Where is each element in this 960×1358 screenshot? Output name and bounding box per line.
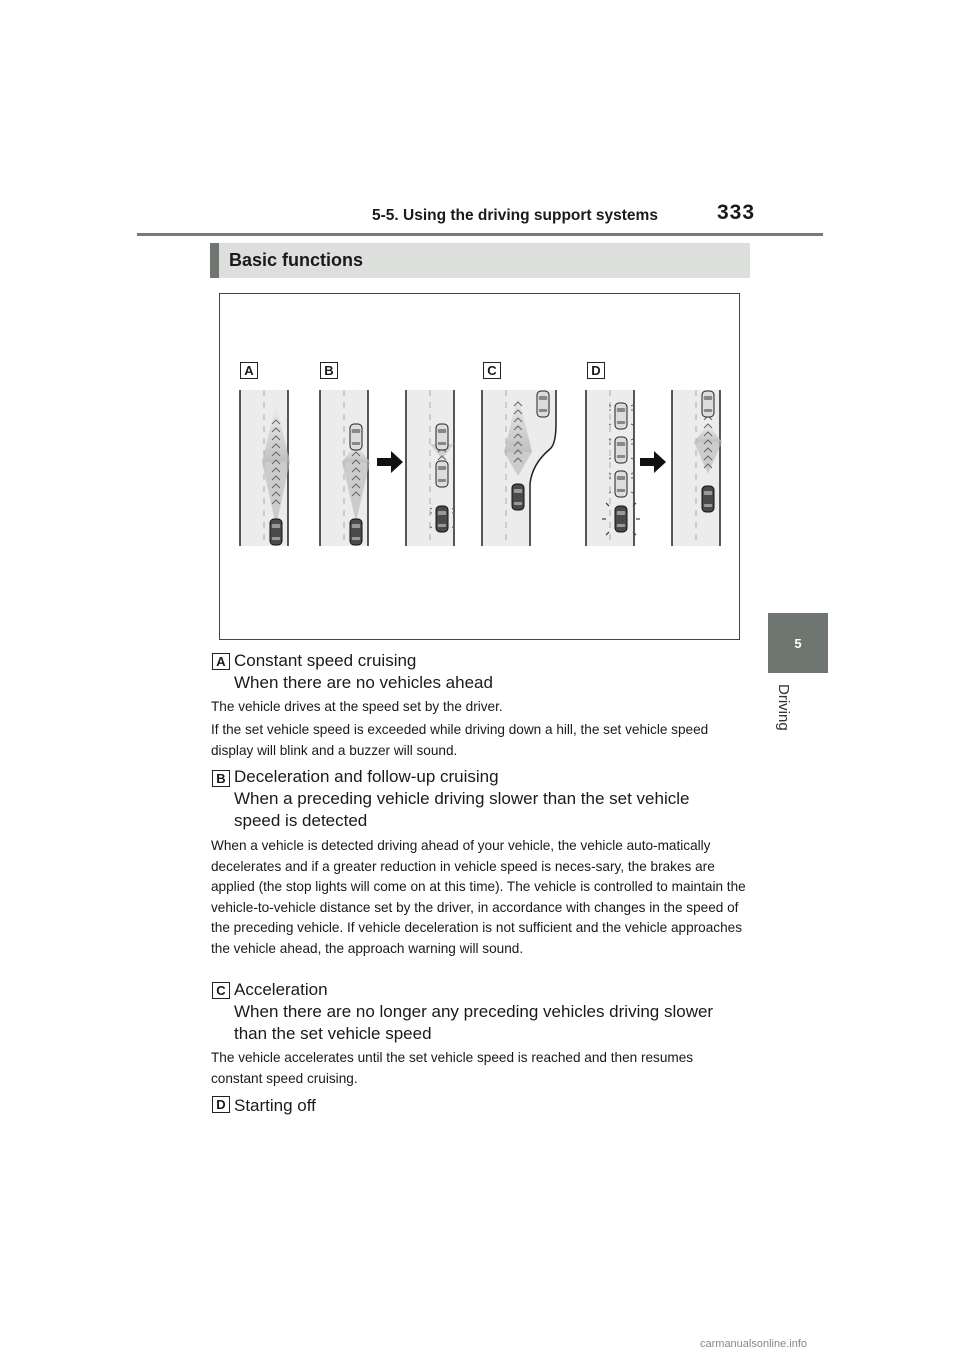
item-c-subtitle: When there are no longer any preceding vehicles driving slower than the set vehicle speed	[234, 1002, 714, 1043]
item-b-subtitle: When a preceding vehicle driving slower than the set vehicle speed is detected	[234, 789, 690, 830]
item-badge-c: C	[212, 982, 230, 999]
section-heading: Basic functions	[210, 243, 750, 278]
transition-arrow-1	[377, 451, 403, 473]
chapter-label: Driving	[775, 684, 792, 731]
road-b-2	[406, 390, 454, 546]
road-c	[482, 390, 556, 546]
item-a-subtitle: When there are no vehicles ahead	[234, 673, 493, 692]
item-b-title-text: Deceleration and follow-up cruising	[234, 767, 499, 786]
item-b-paragraph-1: When a vehicle is detected driving ahead of your vehicle, the vehicle auto-matically decelerates and if a greater reduction in vehicle speed is neces-sary, the brakes are applied (the stop lights will come on at this time). The vehicle is controlled to maintain the vehicle-to-vehicle distance set by the driver, in accordance with changes in the speed of the preceding vehicle. If vehicle deceleration is not sufficient and the vehicle approaches the vehicle ahead, the approach warning will sound.	[211, 838, 746, 956]
cruise-control-diagram	[219, 293, 740, 640]
item-d-title	[234, 1095, 754, 1117]
transition-arrow-2	[640, 451, 666, 473]
road-d-1	[586, 390, 640, 546]
item-badge-a: A	[212, 653, 230, 670]
road-a	[240, 390, 290, 546]
chapter-number: 5	[794, 635, 802, 651]
item-c-paragraph-1: The vehicle accelerates until the set vehicle speed is reached and then resumes constant speed cruising.	[211, 1050, 694, 1086]
footer-watermark: carmanualsonline.info	[700, 1338, 808, 1350]
item-a-paragraph-1: The vehicle drives at the speed set by the driver.	[211, 699, 503, 714]
header-divider	[137, 233, 823, 236]
section-title: 5-5. Using the driving support systems	[372, 207, 658, 224]
diagram-drawing	[220, 294, 741, 641]
road-b-1	[320, 390, 370, 546]
item-a-title	[234, 650, 754, 694]
figure-label-a: A	[240, 362, 258, 379]
item-a-paragraph-2: If the set vehicle speed is exceeded while driving down a hill, the set vehicle speed display will blink and a buzzer will sound.	[211, 722, 709, 758]
chapter-tab[interactable]	[768, 613, 828, 673]
figure-label-b: B	[320, 362, 338, 379]
road-d-2	[672, 390, 722, 546]
figure-label-d: D	[587, 362, 605, 379]
page-number: 333	[717, 201, 756, 224]
item-badge-d: D	[212, 1096, 230, 1113]
item-badge-b: B	[212, 770, 230, 787]
figure-label-c: C	[483, 362, 501, 379]
item-c-title-text: Acceleration	[234, 980, 328, 999]
item-d-title-text: Starting off	[234, 1096, 316, 1115]
item-c-title	[234, 979, 744, 1045]
item-a-title-text: Constant speed cruising	[234, 651, 417, 670]
item-b-title	[234, 766, 734, 832]
